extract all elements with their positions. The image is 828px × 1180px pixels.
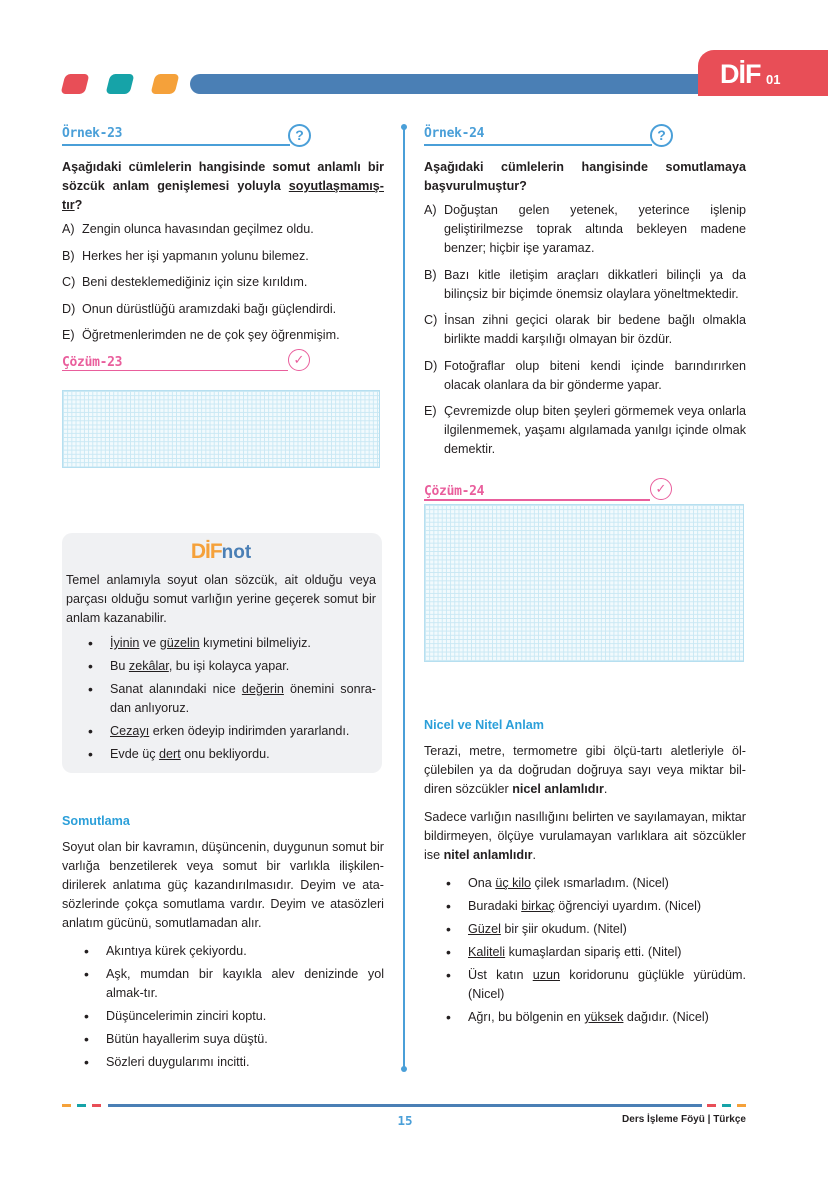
list-item [66,722,376,741]
list-item: • Sözleri duygularımı incitti. [62,1053,384,1072]
nicel-nitel-title: Nicel ve Nitel Anlam [424,718,544,732]
item-underlined: Güzel [468,922,501,936]
note-logo-suffix: not [221,542,252,563]
item-underlined: birkaç [521,899,555,913]
note-examples [66,634,376,764]
example-24-question: Aşağıdaki cümlelerin hangisinde somutlamaya başvurulmuştur? [424,160,746,193]
page-number: 15 [397,1113,413,1128]
example-23-title: Örnek-23 [62,126,123,141]
item-underlined: Kaliteli [468,945,506,959]
nitel-definition [424,808,746,865]
item-text: kıymetini bilmeliyiz. [199,636,311,650]
list-item [66,634,376,653]
item-text: koridorunu güçlükle yürüdüm. (Nicel) [468,968,746,1001]
list-item: • Düşüncelerimin zinciri koptu. [62,1007,384,1026]
solution-23-title: Çözüm-23 [62,354,123,370]
item-underlined: yüksek [584,1010,624,1024]
header-decoration [63,74,198,96]
solution-24-title: Çözüm-24 [424,484,485,499]
example-23-header [62,124,384,148]
orange-tab-shape [151,74,180,94]
red-tab-shape [61,74,90,94]
item-text: kumaşlardan sipariş etti. (Nitel) [505,945,682,959]
divider-bottom-dot [401,1066,407,1072]
solution-24-header [424,482,746,504]
paragraph-text: Sadece varlığın nasıllığını belirten ve sayılamayan, miktar bildirmeyen, ölçüye vurulamayan varlıklara ait sözcükler ise [424,810,746,862]
item-text: Üst katın [468,968,533,982]
option-c [62,273,384,292]
example-title-underline [62,144,290,146]
solution-title-underline [424,499,650,501]
list-item: • Akıntıya kürek çekiyordu. [62,942,384,961]
example-24-header [424,124,746,148]
solution-title-underline [62,370,288,372]
paragraph-text: . [603,782,608,796]
nicel-nitel-examples [424,874,746,1027]
solution-24-answer-grid[interactable] [424,504,744,662]
paragraph-bold: nitel anlamlıdır [443,848,533,862]
option-text: Doğuştan gelen yetenek, yeterince işlenip geliştirilmezse toprak altında bekleyen madene benzer; hiçbir işe yaramaz. [444,203,746,255]
question-underlined: soyutlaşmamış-tır [62,179,384,212]
column-divider [403,127,405,1070]
footer-dash-red-right [707,1104,716,1107]
footer-label: Ders İşleme Föyü | Türkçe [622,1114,746,1125]
list-item [424,920,746,939]
option-letter: D) [62,301,76,316]
footer-dash-orange [62,1104,71,1107]
footer-dash-red [92,1104,101,1107]
option-text: Fotoğraflar olup biteni kendi içinde barındırırken olacak olanlara da bir gönderme yapar. [444,358,746,392]
divider-top-dot [401,124,407,130]
question-icon: ? [650,124,673,147]
item-underlined: Cezayı [110,724,150,738]
example-23-options [62,220,384,345]
option-e [62,326,384,345]
somutlama-section [62,814,384,1076]
item-text: çilek ısmarladım. (Nicel) [531,876,669,890]
option-letter: C) [62,275,76,289]
item-underlined: uzun [532,968,561,982]
item-text: bir şiir okudum. (Nitel) [500,922,627,936]
option-a [62,220,384,239]
dif-note-logo [66,537,376,567]
option-text: Bazı kitle iletişim araçları dikkatleri bilinçli ya da bilinçsiz bir biçimde önemsiz olaylara yöneltmektedir. [444,267,746,301]
solution-23-answer-grid[interactable] [62,390,380,468]
option-letter: B) [424,267,437,282]
option-text: İnsan zihni geçici olarak bir bedene bağlı olmakla birlikte maddi karşılığı olmayan bir özdür. [444,313,746,346]
option-text: Çevremizde olup biten şeyleri görmemek veya onlarla ilgilenmemek, yaşamı algılamada yanılgı içinde olmak demektir. [444,404,746,456]
list-item [424,943,746,962]
option-a [424,201,746,258]
option-b [62,247,384,266]
example-24-options [424,201,746,459]
item-text: Buradaki [468,899,522,913]
option-b [424,266,746,304]
item-underlined: zekâlar [128,659,169,673]
option-text: Herkes her işi yapmanın yolunu bilemez. [82,248,309,263]
somutlama-title: Somutlama [62,814,130,828]
dif-note-box [62,533,382,773]
somutlama-examples [62,942,384,1072]
list-item [424,1008,746,1027]
example-title-underline [424,144,652,146]
option-letter: C) [424,313,438,327]
teal-tab-shape [106,74,135,94]
item-underlined: İyinin [110,636,140,650]
item-text: dağıdır. (Nicel) [623,1010,709,1024]
item-underlined: dert [159,747,181,761]
item-text: Evde üç [110,747,160,761]
option-letter: B) [62,248,75,263]
check-icon: ✓ [650,478,672,500]
header-bar [190,74,760,94]
left-column [62,124,384,375]
item-text: önemini sonra-dan anlıyoruz. [110,682,376,715]
list-item [424,966,746,1004]
example-23-question [62,158,384,215]
unit-number: 01 [766,72,781,87]
footer-bar [108,1104,702,1107]
option-text: Öğretmenlerimden ne de çok şey öğrenmişim. [82,328,340,342]
option-letter: D) [424,358,438,373]
brand-tab [698,50,828,96]
option-text: Zengin olunca havasından geçilmez oldu. [82,222,314,236]
paragraph-bold: nicel anlamlıdır [512,782,604,796]
option-d [62,300,384,319]
right-column [424,124,746,467]
list-item [424,874,746,893]
option-text: Beni desteklemediğiniz için size kırıldım. [82,275,308,289]
option-letter: E) [62,328,75,342]
note-logo-main: DİF [190,540,222,563]
item-text: onu bekliyordu. [180,747,270,761]
list-item: • Bütün hayallerim suya düştü. [62,1030,384,1049]
option-letter: A) [62,222,75,236]
list-item: • Aşk, mumdan bir kayıkla alev denizinde yol almak-tır. [62,965,384,1003]
question-mark: ? [74,198,83,212]
list-item [66,680,376,718]
option-letter: E) [424,404,437,418]
example-24-title: Örnek-24 [424,126,485,141]
somutlama-text: Soyut olan bir kavramın, düşüncenin, duygunun somut bir varlığa benzetilerek veya somut bir varlıkla ilişkilen-dirilerek anlatıma güç kazandırılmasıdır. Deyim ve ata-sözlerinde çokça somutlama vardır. Deyim ve atasözleri anlatım gücünü, somutlamadan alır. [62,840,384,930]
paragraph-text: . [532,848,536,862]
list-item [424,897,746,916]
footer-dash-teal-right [722,1104,731,1107]
item-underlined: güzelin [159,636,200,650]
nicel-definition [424,742,746,799]
footer-dash-orange-right [737,1104,746,1107]
item-text: Bu [110,659,129,673]
footer-dash-teal [77,1104,86,1107]
list-item [66,745,376,764]
item-text: Ona [468,876,496,890]
option-letter: A) [424,203,437,217]
option-e [424,402,746,459]
paragraph-text: Terazi, metre, termometre gibi ölçü-tartı aletleriyle öl-çülebilen ya da doğrudan doğruya sayı veya miktar bil-diren sözcükler [424,744,746,796]
option-text: Onun dürüstlüğü aramızdaki bağı güçlendirdi. [82,301,337,316]
check-icon: ✓ [288,349,310,371]
item-text: Sanat alanındaki nice [110,682,242,696]
note-intro: Temel anlamıyla soyut olan sözcük, ait olduğu veya parçası olduğu somut varlığın yerine geçerek somut bir anlam kazanabilir. [66,573,376,625]
option-d [424,357,746,395]
nicel-nitel-section [424,718,746,1031]
list-item [66,657,376,676]
brand-logo: DİF [720,59,761,89]
question-icon: ? [288,124,311,147]
item-text: Ağrı, bu bölgenin en [468,1010,585,1024]
item-underlined: üç kilo [495,876,532,890]
item-text: erken ödeyip indirimden yararlandı. [149,724,350,738]
item-underlined: değerin [241,682,284,696]
item-text: ve [139,636,160,650]
item-text: öğrenciyi uyardım. (Nicel) [554,899,702,913]
question-text: Aşağıdaki cümlelerin hangisinde somut anlamlı bir sözcük anlam genişlemesi yoluyla [62,160,384,193]
option-c [424,311,746,349]
solution-23-header [62,353,384,375]
item-text: , bu işi kolayca yapar. [168,659,290,673]
